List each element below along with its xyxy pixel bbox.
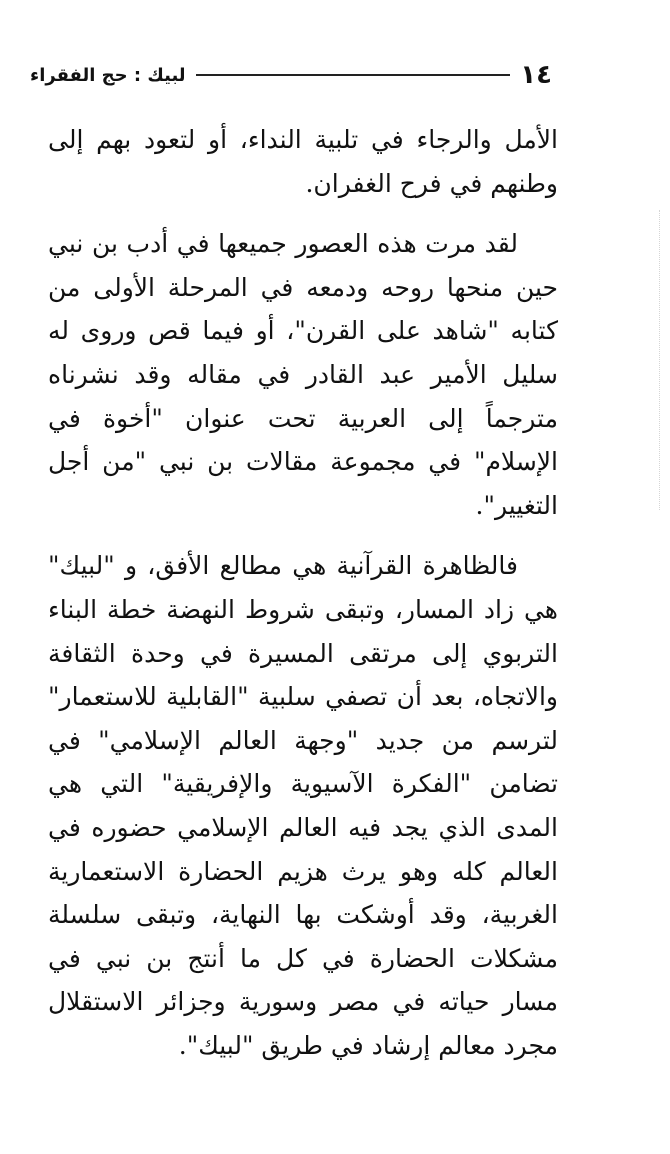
running-title: لبيك : حج الفقراء xyxy=(30,64,186,86)
scan-margin-mark xyxy=(659,210,660,510)
paragraph-2: لقد مرت هذه العصور جميعها في أدب بن نبي حين منحها روحه ودمعه في المرحلة الأولى من كتابه "شاهد على القرن"، أو فيما قص وروى له سليل الأمير عبد القادر في مقاله وقد نشرناه مترجماً إلى العربية تحت عنوان "أخوة في الإسلام" في مجموعة مقالات بن نبي "من أجل التغيير". xyxy=(48,229,558,520)
paragraph-1: الأمل والرجاء في تلبية النداء، أو لتعود بهم إلى وطنهم في فرح الغفران. xyxy=(48,125,558,198)
header-rule xyxy=(196,74,511,76)
page-header xyxy=(30,58,552,92)
body-text xyxy=(48,118,558,1084)
paragraph-3: فالظاهرة القرآنية هي مطالع الأفق، و "لبيك" هي زاد المسار، وتبقى شروط النهضة خطة البناء التربوي إلى مرتقى المسيرة في وحدة الثقافة والاتجاه، بعد أن تصفي سلبية "القابلية للاستعمار" لترسم من جديد "وجهة العالم الإسلامي" في تضامن "الفكرة الآسيوية والإفريقية" التي هي المدى الذي يجد فيه العالم الإسلامي حضوره في العالم كله وهو يرث هزيم الحضارة الاستعمارية الغربية، وقد أوشكت بها النهاية، وتبقى سلسلة مشكلات الحضارة في كل ما أنتج بن نبي في مسار حياته في مصر وسورية وجزائر الاستقلال مجرد معالم إرشاد في طريق "لبيك". xyxy=(48,551,558,1060)
page-number: ١٤ xyxy=(520,60,552,90)
